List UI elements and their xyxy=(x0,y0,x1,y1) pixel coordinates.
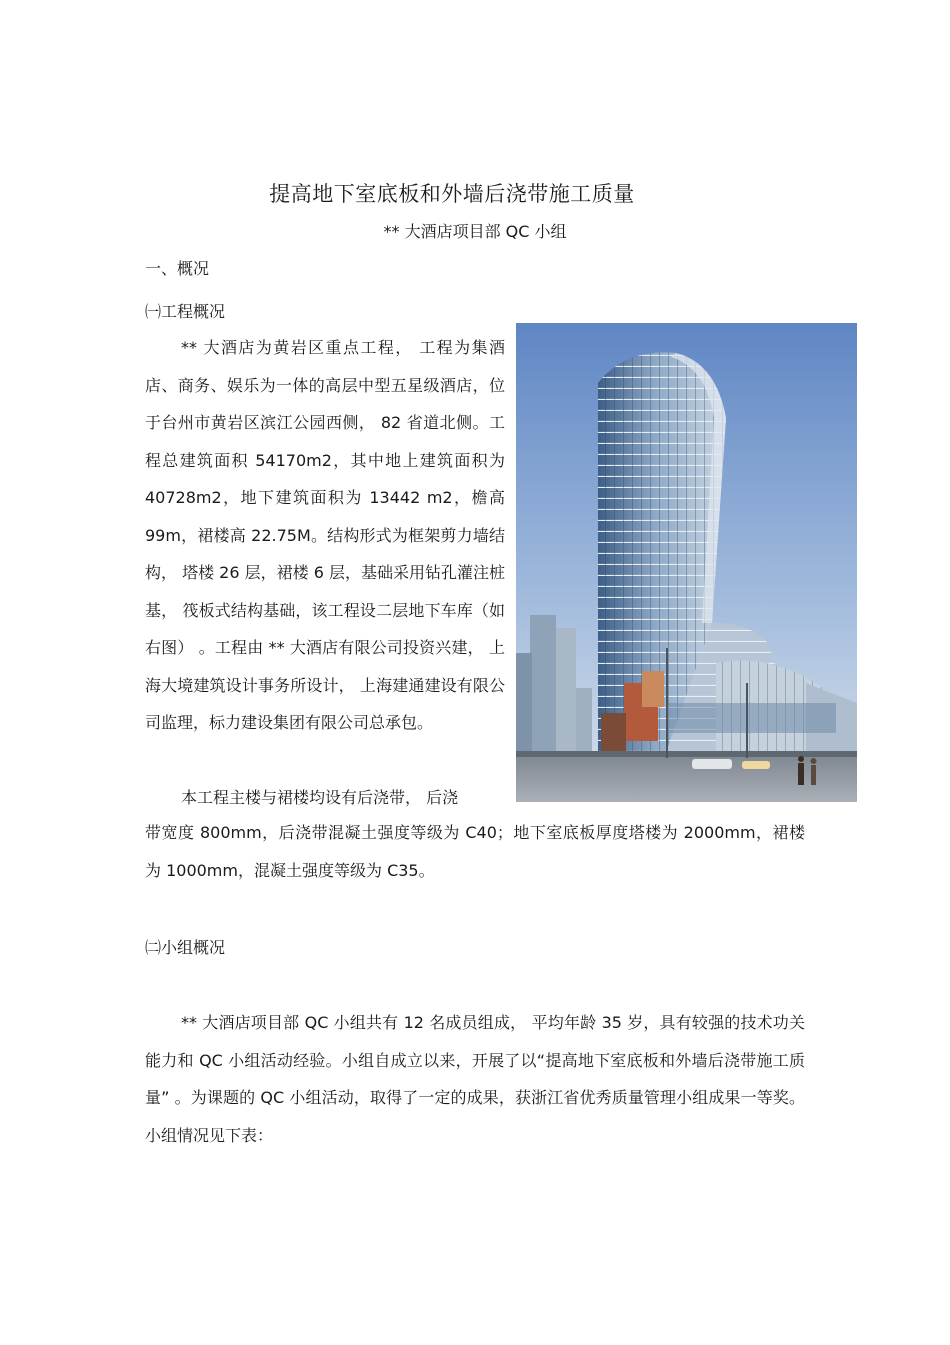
section-heading-overview: 一、概况 xyxy=(145,259,210,278)
building-rendering-image xyxy=(516,323,857,802)
subsection-heading-project: ㈠工程概况 xyxy=(145,302,226,321)
document-title: 提高地下室底板和外墙后浇带施工质量 xyxy=(269,182,635,206)
paragraph-group-overview xyxy=(145,1004,805,1154)
paragraph-post-pour-start-text: 本工程主楼与裙楼均设有后浇带， 后浇 xyxy=(181,788,459,807)
paragraph-group-overview-text: ** 大酒店项目部 QC 小组共有 12 名成员组成， 平均年龄 35 岁，具有较强的技术功关能力和 QC 小组活动经验。小组自成立以来，开展了以“提高地下室底板和外墙后浇带施工质量” 。为课题的 QC 小组活动，取得了一定的成果，获浙江省优秀质量管理小组成果一等奖。小组情况见下表： xyxy=(145,1013,805,1145)
subsection-heading-group: ㈡小组概况 xyxy=(145,938,226,957)
paragraph-post-pour-start xyxy=(145,779,505,817)
paragraph-project-overview-text: ** 大酒店为黄岩区重点工程， 工程为集酒店、商务、娱乐为一体的高层中型五星级酒店，位于台州市黄岩区滨江公园西侧， 82 省道北侧。工程总建筑面积 54170m2，其中地上建筑面积为 40728m2，地下建筑面积为 13442 m2，檐高 99m，裙楼高 22.75M。结构形式为框架剪力墙结构， 塔楼 26 层，裙楼 6 层，基础采用钻孔灌注桩基， 筏板式结构基础，该工程设二层地下车库（如右图） 。工程由 ** 大酒店有限公司投资兴建， 上海大境建筑设计事务所设计， 上海建通建设有限公司监理，标力建设集团有限公司总承包。 xyxy=(145,338,505,732)
paragraph-post-pour-rest: 带宽度 800mm，后浇带混凝土强度等级为 C40；地下室底板厚度塔楼为 2000mm，裙楼为 1000mm，混凝土强度等级为 C35。 xyxy=(145,823,805,880)
document-subtitle: ** 大酒店项目部 QC 小组 xyxy=(383,222,567,241)
paragraph-project-overview xyxy=(145,329,505,742)
